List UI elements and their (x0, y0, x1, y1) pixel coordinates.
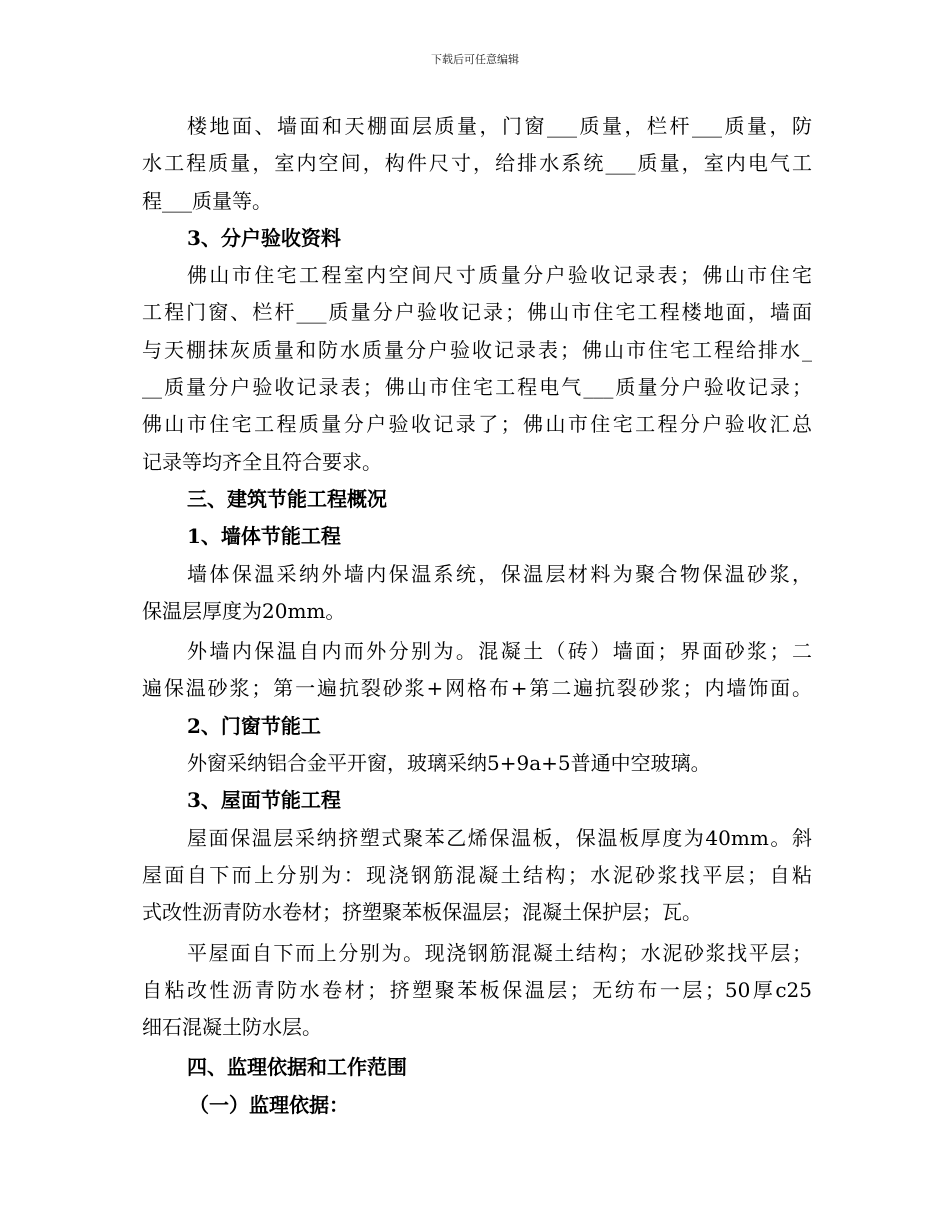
paragraph-line: 程___质量等。 (142, 188, 272, 213)
paragraph-line: 水工程质量，室内空间，构件尺寸，给排水系统___质量，室内电气工 (142, 151, 812, 176)
paragraph-line: 遍保温砂浆；第一遍抗裂砂浆+网格布+第二遍抗裂砂浆；内墙饰面。 (142, 676, 812, 701)
section-heading: 1、墙体节能工程 (187, 524, 341, 549)
paragraph-line: 平屋面自下而上分别为。现浇钢筋混凝土结构；水泥砂浆找平层； (187, 940, 812, 965)
section-heading: 3、屋面节能工程 (187, 788, 341, 813)
paragraph-line: __质量分户验收记录表；佛山市住宅工程电气___质量分户验收记录； (142, 375, 812, 400)
paragraph-line: 自粘改性沥青防水卷材；挤塑聚苯板保温层；无纺布一层；50厚c25 (142, 977, 812, 1002)
paragraph-line: 屋面自下而上分别为：现浇钢筋混凝土结构；水泥砂浆找平层；自粘 (142, 862, 812, 887)
section-heading: （一）监理依据： (189, 1092, 349, 1117)
paragraph-line: 记录等均齐全且符合要求。 (142, 449, 382, 474)
paragraph-line: 佛山市住宅工程室内空间尺寸质量分户验收记录表；佛山市住宅 (187, 263, 812, 288)
paragraph-line: 细石混凝土防水层。 (142, 1015, 322, 1040)
paragraph-line: 式改性沥青防水卷材；挤塑聚苯板保温层；混凝土保护层；瓦。 (142, 900, 702, 925)
section-heading: 三、建筑节能工程概况 (187, 486, 387, 511)
paragraph-line: 外窗采纳铝合金平开窗，玻璃采纳5+9a+5普通中空玻璃。 (187, 751, 711, 776)
paragraph-line: 保温层厚度为20mm。 (142, 598, 346, 623)
page-header: 下载后可任意编辑 (431, 53, 519, 66)
paragraph-line: 外墙内保温自内而外分别为。混凝土（砖）墙面；界面砂浆；二 (187, 639, 812, 664)
paragraph-line: 与天棚抹灰质量和防水质量分户验收记录表；佛山市住宅工程给排水_ (142, 337, 812, 362)
section-heading: 2、门窗节能工 (187, 713, 321, 738)
paragraph-line: 屋面保温层采纳挤塑式聚苯乙烯保温板，保温板厚度为40mm。斜 (187, 825, 812, 850)
section-heading: 3、分户验收资料 (187, 225, 341, 250)
paragraph-line: 楼地面、墙面和天棚面层质量，门窗___质量，栏杆___质量，防 (187, 114, 812, 138)
paragraph-line: 佛山市住宅工程质量分户验收记录了；佛山市住宅工程分户验收汇总 (142, 412, 812, 437)
paragraph-line: 墙体保温采纳外墙内保温系统，保温层材料为聚合物保温砂浆， (187, 561, 812, 586)
document-body (142, 108, 812, 1124)
paragraph-line: 工程门窗、栏杆___质量分户验收记录；佛山市住宅工程楼地面，墙面 (142, 300, 812, 325)
section-heading: 四、监理依据和工作范围 (187, 1055, 407, 1080)
